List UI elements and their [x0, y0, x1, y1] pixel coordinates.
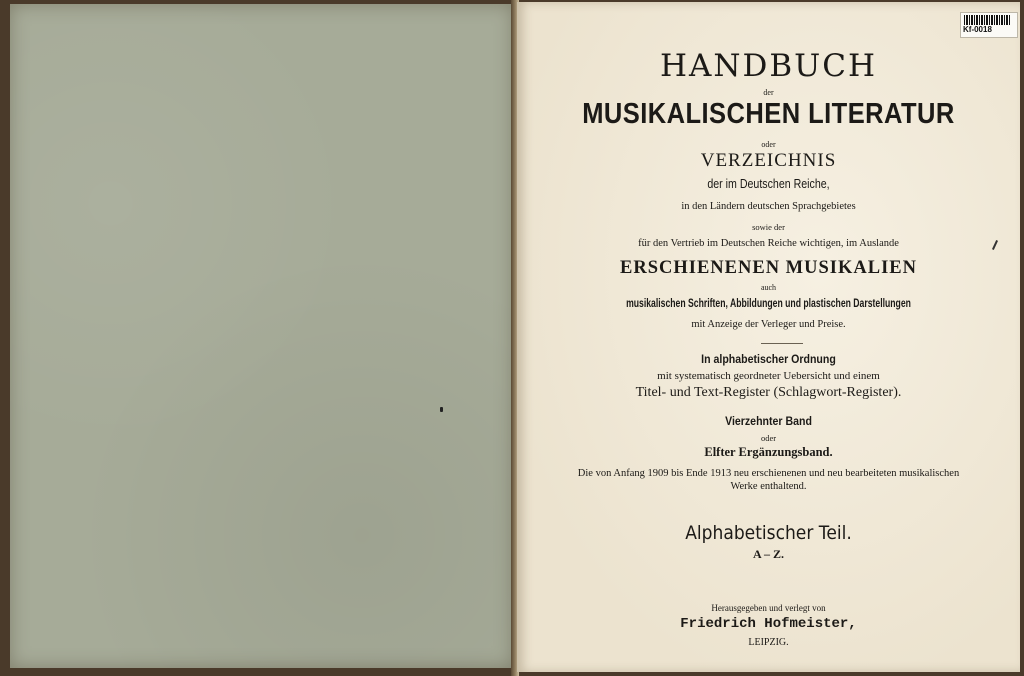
volume-number: Vierzehnter Band [725, 416, 812, 428]
connector-oder-2: oder [760, 433, 777, 443]
title-erschienenen-musikalien: ERSCHIENENEN MUSIKALIEN [620, 258, 917, 278]
subtitle-anzeige: mit Anzeige der Verleger und Preise. [691, 319, 846, 330]
subtitle-schriften: musikalischen Schriften, Abbildungen und plastischen Darstellungen [626, 296, 911, 310]
cover-endpaper [10, 4, 515, 668]
connector-der: der [763, 88, 774, 97]
part-title: Alphabetischer Teil. [685, 522, 852, 544]
library-barcode-label [960, 12, 1018, 38]
subtitle-deutschen-reiche: der im Deutschen Reiche, [707, 177, 830, 191]
publisher-city: LEIPZIG. [748, 637, 789, 648]
title-handbuch: HANDBUCH [659, 48, 878, 84]
subtitle-systematisch: mit systematisch geordneter Uebersicht und einem [657, 370, 880, 382]
part-range: A – Z. [752, 547, 784, 561]
subtitle-vertrieb: für den Vertrieb im Deutschen Reiche wichtigen, im Auslande [638, 238, 899, 249]
paper-speck [440, 407, 443, 412]
coverage-note: Die von Anfang 1909 bis Ende 1913 neu erschienenen und neu bearbeiteten musikalischen [577, 468, 960, 479]
coverage-note-continued: Werke enthaltend. [730, 481, 807, 492]
connector-oder: oder [761, 140, 776, 149]
supplement-volume: Elfter Ergänzungsband. [704, 445, 833, 459]
publisher-note: Herausgegeben und verlegt von [711, 603, 826, 613]
connector-auch: auch [760, 283, 777, 292]
subtitle-register: Titel- und Text-Register (Schlagwort-Register). [635, 385, 902, 400]
title-verzeichnis: VERZEICHNIS [700, 150, 837, 171]
heading-alphabetische-ordnung: In alphabetischer Ordnung [701, 354, 836, 366]
barcode-icon [964, 15, 1010, 25]
subtitle-laendern: in den Ländern deutschen Sprachgebietes [681, 201, 856, 212]
title-page [517, 2, 1020, 672]
shelf-code: Kf-0018 [963, 25, 992, 34]
divider-rule [761, 343, 803, 344]
connector-sowie-der: sowie der [752, 222, 785, 232]
publisher-name: Friedrich Hofmeister, [680, 616, 857, 632]
title-musikalischen-literatur: MUSIKALISCHEN LITERATUR [582, 98, 955, 130]
